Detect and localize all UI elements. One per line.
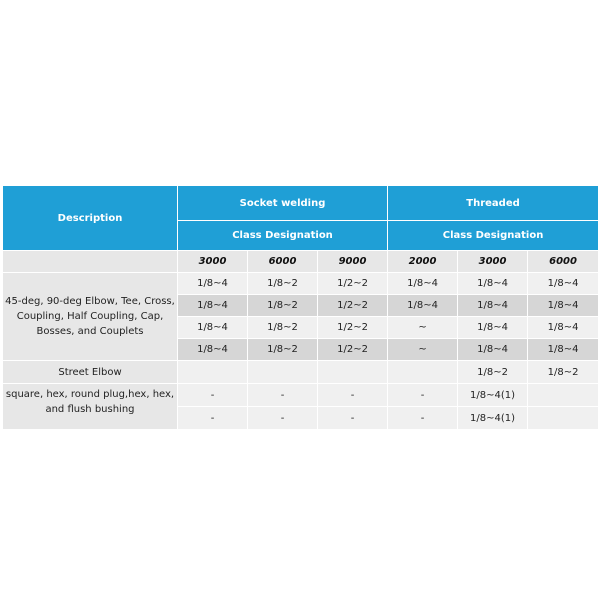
table-cell: [318, 361, 388, 384]
table-cell: 1/8~4: [388, 295, 458, 317]
table-cell: -: [318, 407, 388, 430]
socket-welding-header: Socket welding: [178, 186, 388, 221]
row-description: Street Elbow: [3, 361, 178, 384]
table-cell: 1/8~4: [178, 295, 248, 317]
table-cell: 1/8~4(1): [458, 384, 528, 407]
table-cell: 1/8~2: [248, 339, 318, 361]
threaded-header: Threaded: [388, 186, 599, 221]
table-cell: 1/8~4: [178, 339, 248, 361]
table-cell: 1/8~4: [458, 317, 528, 339]
table-cell: 1/8~4: [178, 317, 248, 339]
table-cell: 1/8~4: [528, 295, 599, 317]
rating-header: 3000: [178, 251, 248, 273]
table-cell: 1/8~2: [528, 361, 599, 384]
table-cell: 1/8~4: [178, 273, 248, 295]
rating-header: 9000: [318, 251, 388, 273]
table-cell: ~: [388, 339, 458, 361]
row-description: square, hex, round plug,hex, hex, and flush bushing: [3, 384, 178, 430]
table-cell: -: [248, 407, 318, 430]
table-cell: 1/8~2: [248, 317, 318, 339]
table-cell: -: [388, 407, 458, 430]
table-cell: 1/8~2: [458, 361, 528, 384]
row-description: 45-deg, 90-deg Elbow, Tee, Cross, Coupling, Half Coupling, Cap, Bosses, and Couplets: [3, 273, 178, 361]
table-cell: -: [388, 384, 458, 407]
table-cell: 1/8~4: [528, 339, 599, 361]
rating-blank-cell: [3, 251, 178, 273]
table-cell: -: [178, 407, 248, 430]
table-cell: 1/2~2: [318, 339, 388, 361]
threaded-class-designation-header: Class Designation: [388, 221, 599, 251]
rating-header: 6000: [528, 251, 599, 273]
table-cell: [388, 361, 458, 384]
rating-header: 2000: [388, 251, 458, 273]
table-cell: ~: [388, 317, 458, 339]
fittings-spec-table: [2, 185, 599, 430]
table-cell: 1/2~2: [318, 273, 388, 295]
table-cell: 1/8~4: [528, 273, 599, 295]
table-cell: 1/8~2: [248, 295, 318, 317]
table-cell: 1/8~4: [528, 317, 599, 339]
table-cell: 1/8~4(1): [458, 407, 528, 430]
table-cell: 1/2~2: [318, 295, 388, 317]
table-cell: 1/8~2: [248, 273, 318, 295]
table-row: [3, 361, 599, 384]
table-cell: 1/2~2: [318, 317, 388, 339]
table-cell: -: [248, 384, 318, 407]
description-header: Description: [3, 186, 178, 251]
table-cell: 1/8~4: [458, 273, 528, 295]
table-cell: 1/8~4: [388, 273, 458, 295]
table-row: [3, 384, 599, 407]
table-cell: [178, 361, 248, 384]
table-cell: 1/8~4: [458, 339, 528, 361]
table-cell: -: [178, 384, 248, 407]
table-cell: -: [318, 384, 388, 407]
table-row: [3, 273, 599, 295]
rating-header: 6000: [248, 251, 318, 273]
table-cell: 1/8~4: [458, 295, 528, 317]
table-cell: [528, 407, 599, 430]
table-cell: [528, 384, 599, 407]
socket-class-designation-header: Class Designation: [178, 221, 388, 251]
rating-header: 3000: [458, 251, 528, 273]
table-cell: [248, 361, 318, 384]
